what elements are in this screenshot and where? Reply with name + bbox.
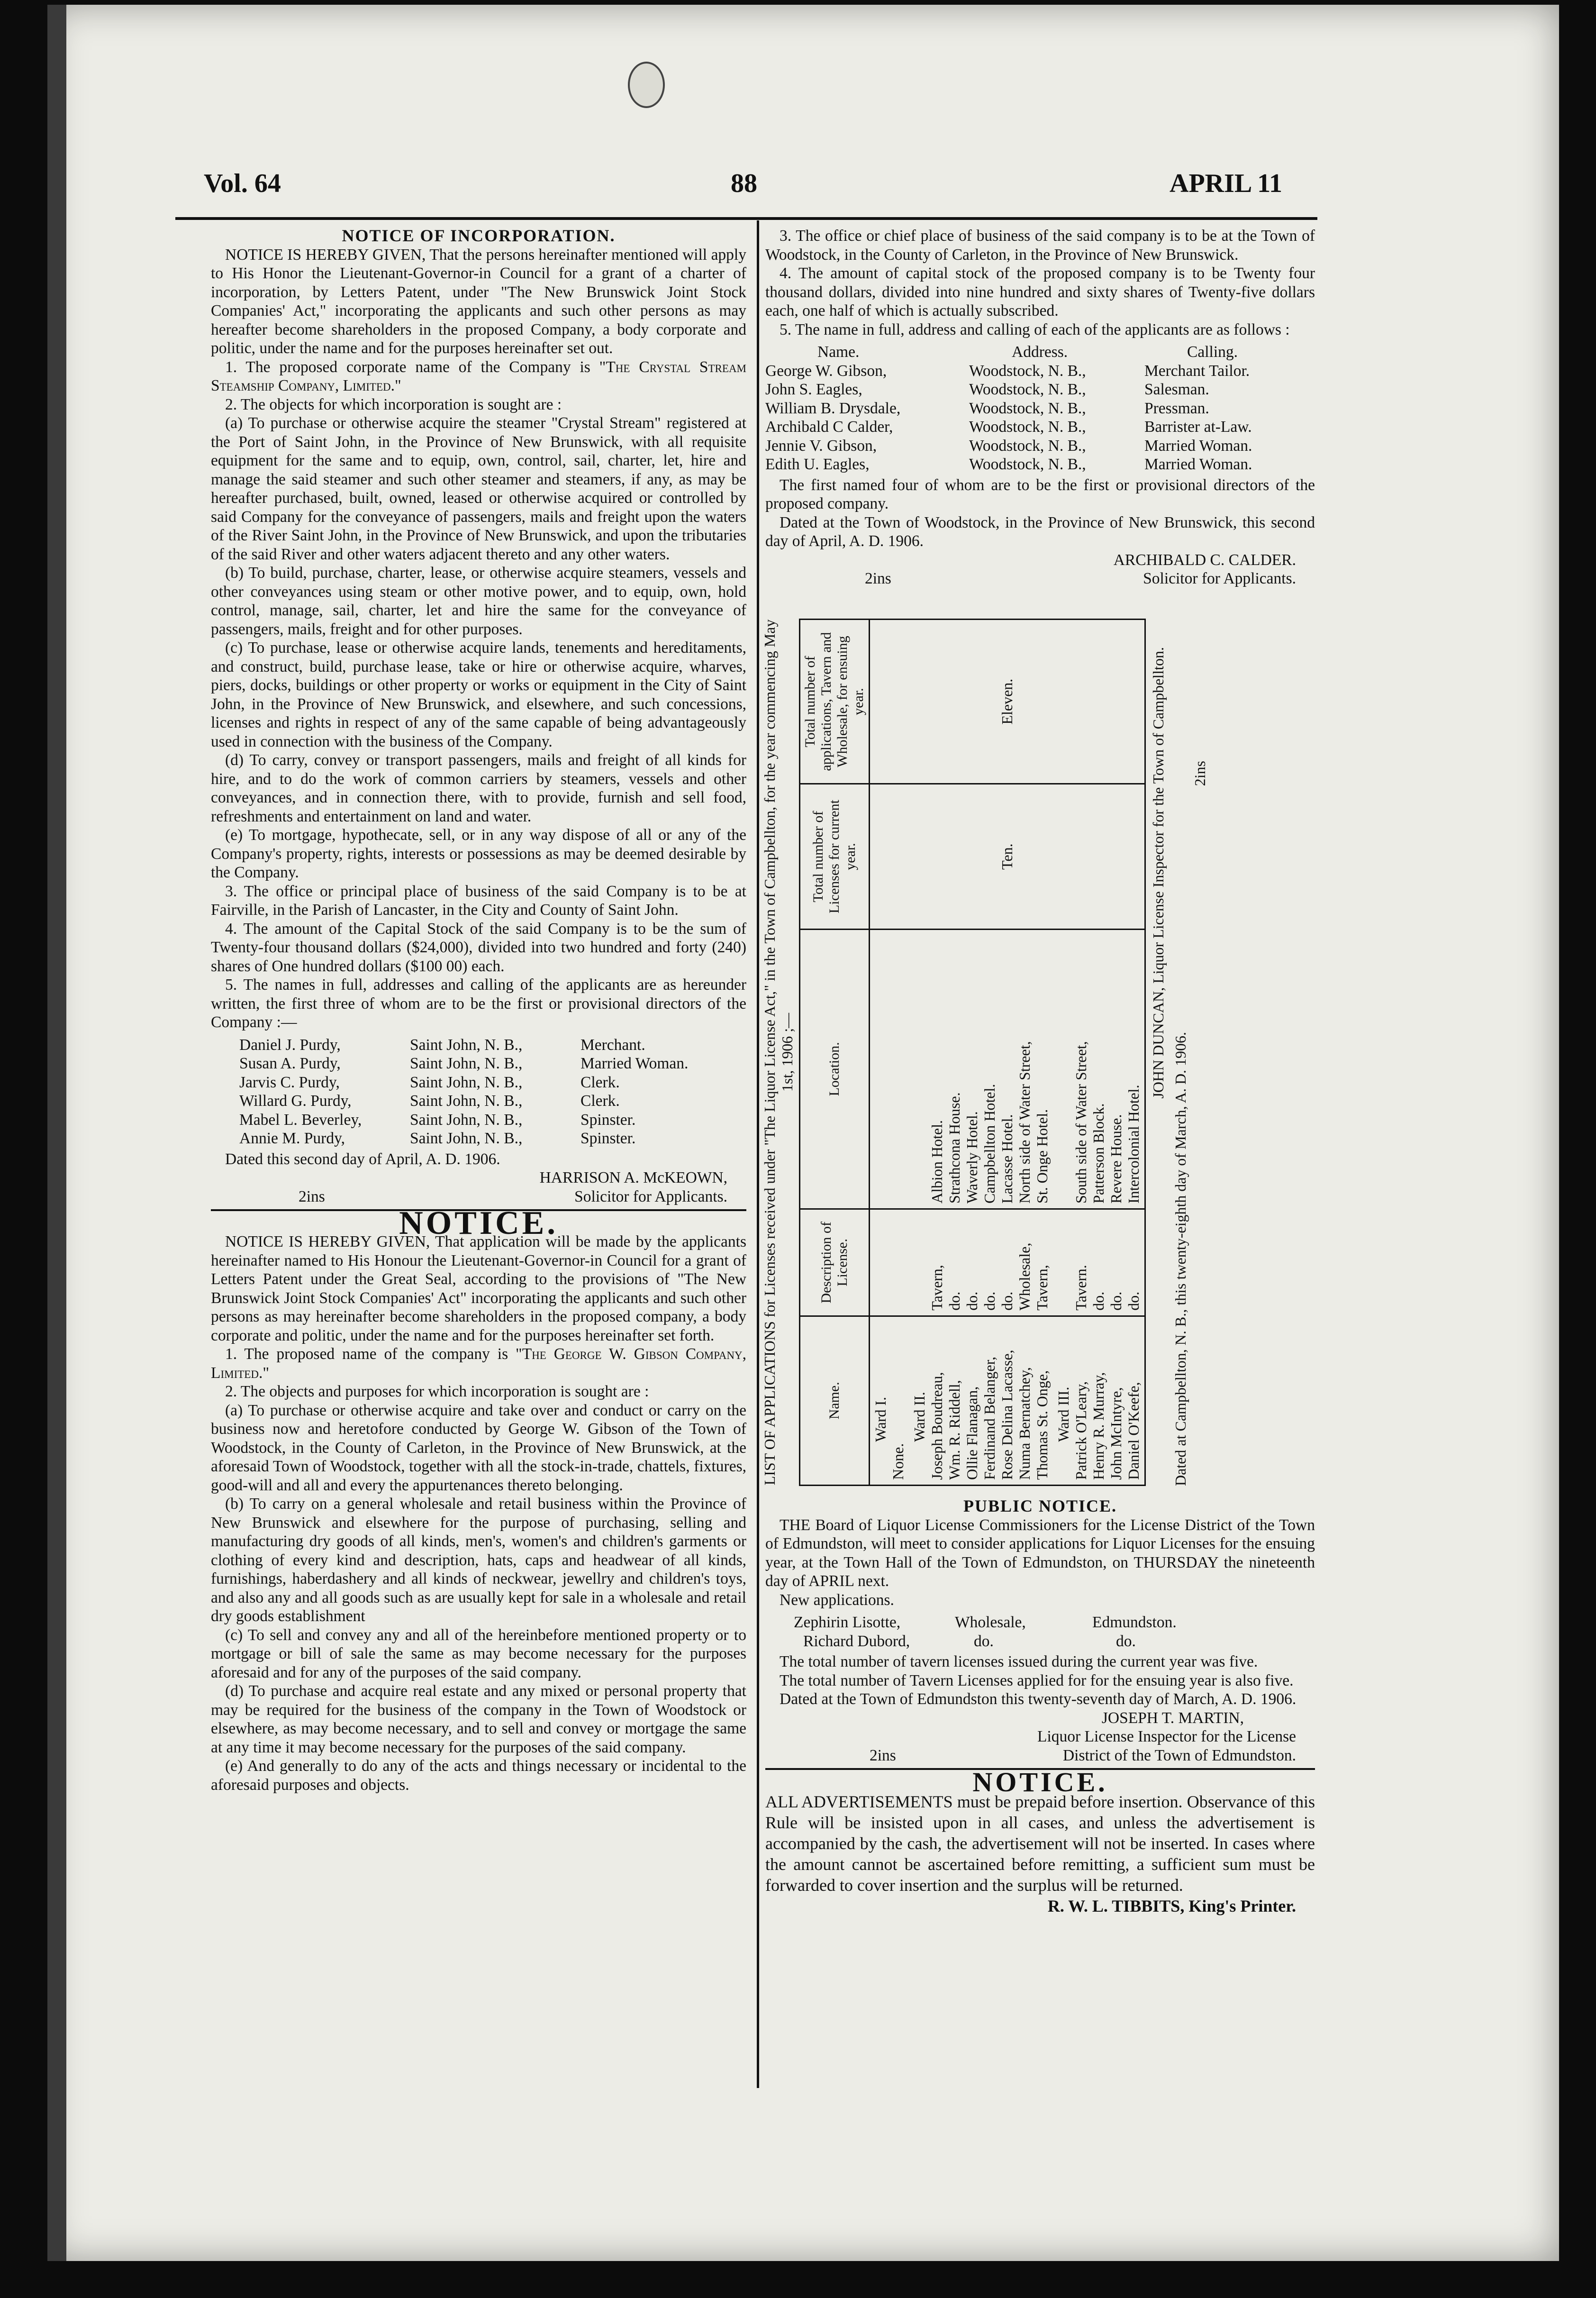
objects-heading: 2. The objects and purposes for which incorporation is sought are : [225, 1383, 649, 1400]
list-item: Willard G. Purdy, Saint John, N. B., Clerk. [239, 1092, 620, 1110]
tavern-licenses-ensuing: The total number of Tavern Licenses applied for for the ensuing year is also five. [780, 1671, 1294, 1689]
tavern-licenses-current: The total number of tavern licenses issued during the current year was five. [780, 1653, 1258, 1670]
solicitor-name: HARRISON A. McKEOWN, [539, 1169, 727, 1186]
list-item: John S. Eagles, Woodstock, N. B., Salesman. [765, 381, 1209, 398]
new-applications-label: New applications. [780, 1591, 894, 1609]
names-cell: Ward I. None. Ward II. Joseph Boudreau, Wm. R. Riddell, Ollie Flanagan, Ferdinand Belanger, Rose Delina Lacasse, Numa Bernatchey, Thomas St. Onge, Ward III. Patrick O'Leary, Henry R. Murray, John McIntyre, Daniel O'Keefe, [870, 1316, 1145, 1485]
list-item: Susan A. Purdy, Saint John, N. B., Married Woman. [239, 1055, 689, 1072]
rotated-table [758, 619, 1315, 1486]
description-cell: Tavern, do. do. do. do. Wholesale, Tavern, Tavern. do. do. do. [870, 1209, 1145, 1316]
total-ensuing-cell: Eleven. [870, 620, 1145, 784]
applicants-list [239, 1036, 746, 1148]
location-cell: Albion Hotel. Strathcona House. Waverly Hotel. Campbellton Hotel. Lacasse Hotel. North side of Water Street, St. Onge Hotel. South side of Water Street, Patterson Block. Revere House. Intercolonial Hotel. [870, 929, 1145, 1209]
right-column-bottom [765, 1497, 1315, 1916]
solicitor-title: Solicitor for Applicants. [574, 1187, 727, 1205]
public-notice-title: PUBLIC NOTICE. [963, 1496, 1117, 1515]
inspector-title-2: District of the Town of Edmundston. [1062, 1746, 1296, 1764]
notice-heading: NOTICE. [972, 1766, 1108, 1797]
header-total-current: Total number of Licenses for current year. [800, 784, 870, 930]
insertions-note: 2ins [1191, 761, 1208, 786]
table-header [800, 620, 870, 1486]
notice-heading: NOTICE. [399, 1204, 558, 1241]
solicitor-title: Solicitor for Applicants. [1143, 570, 1296, 587]
new-applications-list [794, 1613, 1315, 1651]
issue-date: APRIL 11 [1170, 169, 1283, 198]
notice-intro: NOTICE IS HEREBY GIVEN, That the persons hereinafter mentioned will apply to His Honor the Lieutenant-Governor-in Council for a grant of a charter of incorporation, by Letters Patent, under "The New Brunswick Joint Stock Companies' Act," incorporating the applicants and such other persons as may hereafter become shareholders in the proposed Company, a body corporate and politic, under the name and for the purposes hereinafter set out. [211, 246, 746, 357]
left-column [211, 227, 746, 1794]
list-item: Jarvis C. Purdy, Saint John, N. B., Clerk. [239, 1073, 620, 1091]
company-name-paragraph: 1. The proposed corporate name of the Company is "The Crystal Stream Steamship Company, Limited." [211, 358, 747, 394]
object-e: (e) And generally to do any of the acts and things necessary or incidental to the aforesaid purposes and objects. [211, 1757, 746, 1794]
directors-note: The first named four of whom are to be the first or provisional directors of the proposed company. [765, 476, 1315, 512]
dated-line: Dated at the Town of Edmundston this twenty-seventh day of March, A. D. 1906. [780, 1690, 1297, 1708]
object-d: (d) To purchase and acquire real estate and any mixed or personal property that may be required for the business of the company in the Town of Woodstock or elsewhere, as may become necessary, and to sell and convey or mortgage the same at any time it may become necessary for the purposes of the said company. [211, 1682, 746, 1756]
place-of-business: 3. The office or chief place of business of the said company is to be at the Town of Woodstock, in the County of Carleton, in the Province of New Brunswick. [765, 227, 1315, 264]
object-b: (b) To carry on a general wholesale and retail business within the Province of New Brunswick and elsewhere for the purpose of purchasing, selling and manufacturing dry goods of all kinds, men's, women's and children's garments or clothing of every kind and description, hats, caps and headwear of all kinds, furnishings, haberdashery and all kinds of neckwear, jewellry and children's toys, and also any and all goods such as are usually kept for sale in a wholesale and retail dry goods establishment [211, 1495, 746, 1625]
inspector-name: JOSEPH T. MARTIN, [1101, 1709, 1244, 1727]
list-item: Daniel J. Purdy, Saint John, N. B., Merchant. [239, 1036, 645, 1054]
right-column-top [765, 227, 1315, 588]
list-item: Jennie V. Gibson, Woodstock, N. B., Married Woman. [765, 437, 1252, 455]
company-name: The Crystal Stream Steamship Company, Limited. [211, 358, 747, 394]
kings-printer-signature: R. W. L. TIBBITS, King's Printer. [1047, 1897, 1296, 1915]
dated-line: Dated this second day of April, A. D. 1906. [225, 1150, 500, 1168]
license-table [799, 619, 1146, 1486]
header-location: Location. [800, 929, 870, 1209]
dated-line: Dated at the Town of Woodstock, in the Province of New Brunswick, this second day of April, A. D. 1906. [765, 513, 1315, 550]
table-title: LIST OF APPLICATIONS for Licenses received under "The Liquor License Act," in the Town of Campbellton, for the year commencing May 1st, 1906 ;— [761, 619, 796, 1486]
public-notice-text: THE Board of Liquor License Commissioners for the License District of the Town of Edmundston, will meet to consider applications for Liquor Licenses for the ensuing year, at the Town Hall of the Town of Edmundston, on THURSDAY the nineteenth day of APRIL next. [765, 1516, 1315, 1590]
list-item: Edith U. Eagles, Woodstock, N. B., Married Woman. [765, 456, 1252, 473]
list-item: Archibald C Calder, Woodstock, N. B., Barrister at-Law. [765, 418, 1252, 436]
total-current-cell: Ten. [870, 784, 1145, 930]
place-of-business: 3. The office or principal place of business of the said Company is to be at Fairville, in the Parish of Lancaster, in the City and County of Saint John. [211, 882, 746, 919]
list-item: Richard Dubord, do. do. [803, 1632, 1136, 1650]
solicitor-name: ARCHIBALD C. CALDER. [1113, 551, 1296, 569]
punch-hole [628, 62, 665, 108]
object-e: (e) To mortgage, hypothecate, sell, or in any way dispose of all or any of the Company's property, rights, interests or possessions as may be deemed desirable by the Company. [211, 826, 746, 881]
object-a: (a) To purchase or otherwise acquire the steamer "Crystal Stream" registered at the Port of Saint John, in the Province of New Brunswick, with all requisite equipment for the same and to equip, own, control, sail, charter, let, hire and manage the said steamer and such other steamer and steamers, if any, as may be hereafter purchased, built, owned, leased or otherwise acquired or controlled by said Company for the conveyance of passengers, mails and freight upon the waters of the River Saint John, in the Province of New Brunswick, and upon the tributaries of the said River and other waters adjacent thereto and any other waters. [211, 414, 746, 563]
applicants-list [765, 343, 1315, 474]
table-row [870, 620, 1145, 1486]
object-a: (a) To purchase or otherwise acquire and take over and conduct or carry on the business now and heretofore conducted by George W. Gibson of the Town of Woodstock, in the County of Carleton, in the Province of New Brunswick, at the aforesaid Town of Woodstock, together with all the stock-in-trade, chattels, fixtures, good-will and all and every the appurtenances thereto belonging. [211, 1401, 746, 1494]
list-item: Zephirin Lisotte, Wholesale, Edmundston. [794, 1614, 1177, 1631]
insertions-note: 2ins [865, 570, 891, 587]
volume-number: Vol. 64 [204, 169, 281, 198]
company-name-paragraph: 1. The proposed name of the company is "The George W. Gibson Company, Limited." [211, 1345, 747, 1382]
list-item: George W. Gibson, Woodstock, N. B., Merchant Tailor. [765, 362, 1250, 380]
capital-stock: 4. The amount of the Capital Stock of the said Company is to be the sum of Twenty-four thousand dollars ($24,000), divided into two hundred and forty (240) shares of One hundred dollars ($100 00) each. [211, 920, 746, 975]
header-description: Description of License. [800, 1209, 870, 1316]
list-header: Name. Address. Calling. [817, 343, 1238, 361]
inspector-title-1: Liquor License Inspector for the License [1037, 1728, 1296, 1745]
dated-line: Dated at Campbellton, N. B., this twenty-eighth day of March, A. D. 1906. [1172, 1031, 1189, 1486]
company-name: The George W. Gibson Company, Limited. [211, 1345, 747, 1382]
object-c: (c) To sell and convey any and all of the hereinbefore mentioned property or to mortgage or bill of sale the same as may become necessary for the purposes aforesaid and for any of the purposes of the said company. [211, 1626, 746, 1681]
notice-intro: NOTICE IS HEREBY GIVEN, That application will be made by the applicants hereinafter named to His Honour the Lieutenant-Governor-in Council for a grant of Letters Patent under the Great Seal, according to the provisions of "The New Brunswick Joint Stock Companies' Act" incorporating the applicants and such other persons as may hereinafter become shareholders in the proposed company, a body corporate and politic, under the name and for the purposes hereinafter set forth. [211, 1233, 746, 1344]
page-number: 88 [731, 169, 757, 198]
applicants-heading: 5. The name in full, address and calling of each of the applicants are as follows : [780, 320, 1290, 338]
liquor-license-table [758, 619, 1315, 1486]
binding-edge [47, 5, 66, 2261]
object-d: (d) To carry, convey or transport passengers, mails and freight of all kinds for hire, and to do the work of common carriers by steamers, vessels and other conveyances, and in connection there, with to provide, furnish and sell food, refreshments and entertainment on land and water. [211, 751, 746, 825]
advertisement-rule: ALL ADVERTISEMENTS must be prepaid before insertion. Observance of this Rule will be insisted upon in all cases, and unless the advertisement is accompanied by the cash, the advertisement will not be inserted. In cases where the amount cannot be ascertained before remitting, a sufficient sum must be forwarded to cover insertion and the surplus will be returned. [765, 1792, 1315, 1895]
list-item: Annie M. Purdy, Saint John, N. B., Spinster. [239, 1130, 636, 1147]
object-b: (b) To build, purchase, charter, lease, or otherwise acquire steamers, vessels and other conveyances using steam or other motive power, and to equip, own, hold control, manage, sail, charter, let and hire the same for the conveyance of passengers, mails, freight and for other purposes. [211, 564, 746, 638]
insertions-note: 2ins [870, 1746, 896, 1764]
object-c: (c) To purchase, lease or otherwise acquire lands, tenements and hereditaments, and construct, build, purchase lease, take or hire or otherwise acquire, wharves, piers, docks, buildings or other property or works or equipment in the City of Saint John, in the Province of New Brunswick, and elsewhere, and such concessions, licenses and rights in respect of any of the same capable of being advantageously used in connection with the business of the Company. [211, 639, 746, 750]
insertions-note: 2ins [299, 1187, 325, 1205]
applicants-heading: 5. The names in full, addresses and calling of the applicants are as hereunder written, the first three of whom are to be the first or provisional directors of the Company :— [211, 976, 746, 1031]
capital-stock: 4. The amount of capital stock of the proposed company is to be Twenty four thousand dollars, divided into nine hundred and sixty shares of Twenty-five dollars each, one half of which is actually subscribed. [765, 264, 1315, 319]
list-item: Mabel L. Beverley, Saint John, N. B., Spinster. [239, 1111, 636, 1129]
header-rule [175, 217, 1317, 220]
notice-incorporation-title: NOTICE OF INCORPORATION. [342, 226, 616, 245]
header-name: Name. [800, 1316, 870, 1485]
inspector-signature: JOHN DUNCAN, Liquor License Inspector for the Town of Campbellton. [1150, 647, 1167, 1099]
page-header [156, 168, 1317, 201]
header-total-ensuing: Total number of applications, Tavern and Wholesale, for ensuing year. [800, 620, 870, 784]
objects-heading: 2. The objects for which incorporation is sought are : [225, 395, 562, 413]
list-item: William B. Drysdale, Woodstock, N. B., Pressman. [765, 399, 1209, 417]
